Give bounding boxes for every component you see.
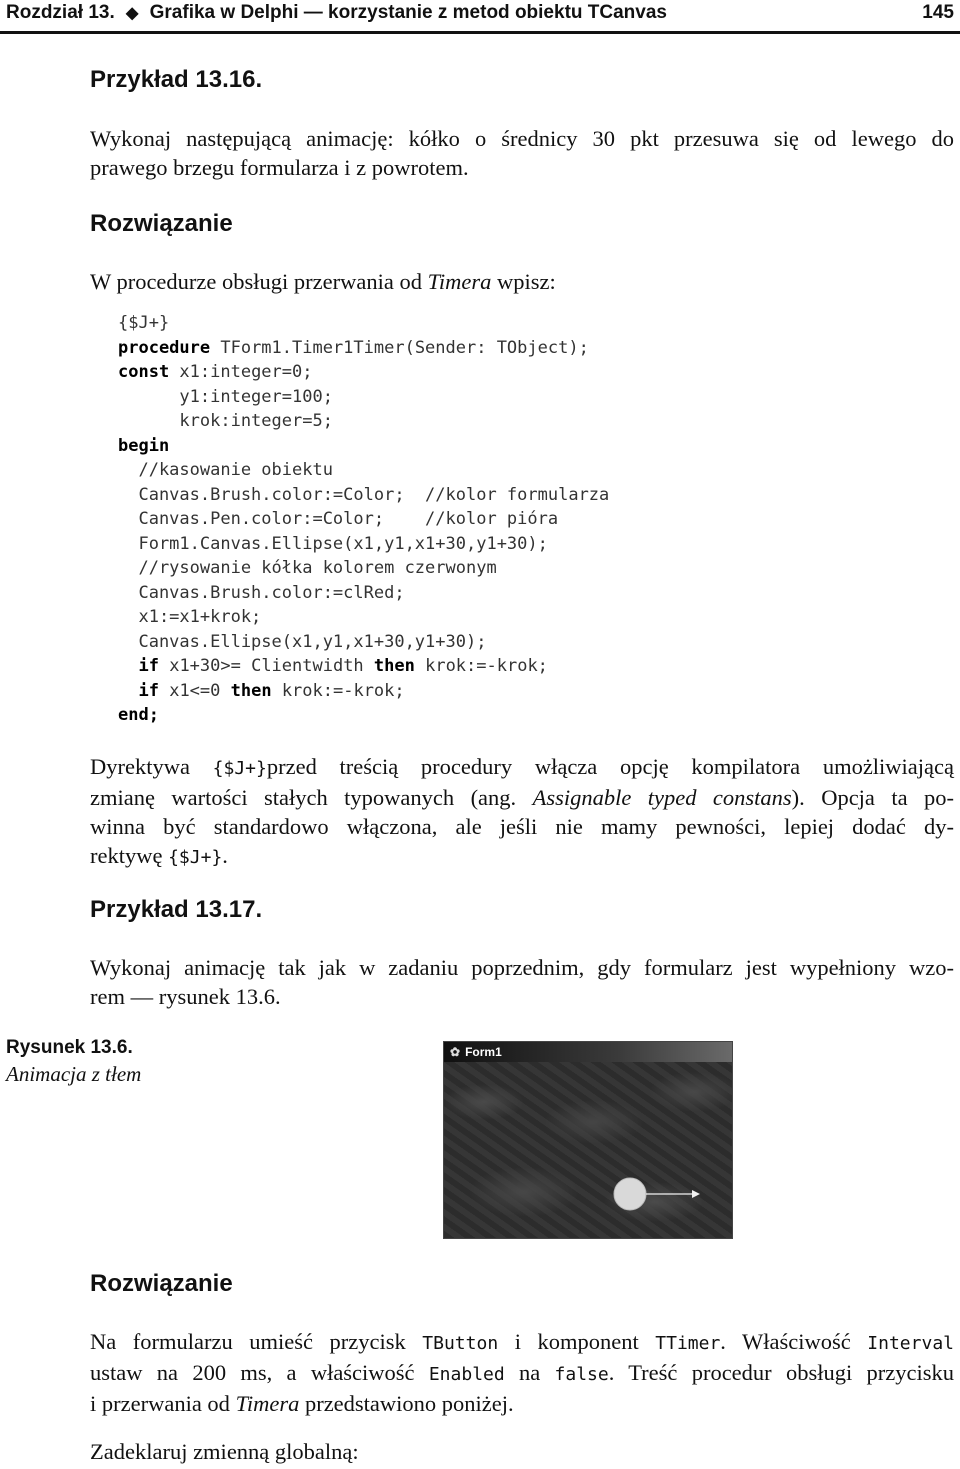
italic-span: Timera (427, 269, 492, 294)
window-title: Form1 (465, 1045, 502, 1059)
example-heading-13-17: Przykład 13.17. (90, 896, 263, 923)
code-keyword: begin (118, 435, 170, 456)
inline-code: Interval (867, 1333, 954, 1354)
text-span: Na formularzu umieść przycisk (90, 1329, 423, 1354)
animation-overlay (444, 1062, 732, 1238)
code-keyword: if (138, 680, 159, 701)
code-line: Canvas.Brush.color:=clRed; (118, 582, 405, 603)
code-keyword: then (373, 656, 415, 676)
inline-code: Enabled (428, 1364, 505, 1385)
window-titlebar (444, 1042, 732, 1062)
header-left (6, 2, 667, 24)
code-text: x1<=0 (158, 680, 231, 701)
figure-caption-title: Rysunek 13.6. (6, 1037, 133, 1058)
text-span: Dyrektywa (90, 754, 213, 779)
figure-caption-subtitle: Animacja z tłem (6, 1062, 142, 1086)
solution-heading: Rozwiązanie (90, 210, 233, 237)
text-span: . (222, 843, 228, 868)
example-task-13-17 (90, 953, 954, 1011)
code-keyword: const (118, 362, 170, 382)
text-line (90, 752, 954, 783)
text-span: na (504, 1360, 555, 1385)
code-text: TForm1.Timer1Timer(Sender: TObject); (210, 337, 589, 358)
italic-span: Timera (235, 1391, 300, 1416)
arrow-head-icon (692, 1190, 700, 1198)
code-line: Form1.Canvas.Ellipse(x1,y1,x1+30,y1+30); (118, 533, 548, 554)
code-line: krok:integer=5; (118, 411, 333, 431)
code-keyword: procedure (118, 337, 211, 358)
form-canvas-background (444, 1062, 732, 1238)
delphi-app-icon: ✿ (450, 1045, 461, 1059)
code-line: //rysowanie kółka kolorem czerwonym (118, 558, 497, 578)
text-span: . Właściwość (720, 1329, 868, 1354)
inline-code: TButton (422, 1333, 499, 1354)
chapter-title: Grafika w Delphi — korzystanie z metod obiektu TCanvas (149, 2, 667, 23)
code-line: //kasowanie obiektu (118, 460, 333, 480)
text-line (90, 783, 954, 812)
text-span: W procedurze obsługi przerwania od (90, 269, 428, 294)
text-span: wpisz: (491, 269, 556, 294)
chapter-label: Rozdział 13. (6, 2, 115, 23)
example-heading-13-16: Przykład 13.16. (90, 66, 263, 93)
code-text: krok:=-krok; (414, 656, 548, 676)
text-span: i komponent (498, 1329, 656, 1354)
directive-paragraph (90, 752, 954, 872)
animated-circle (614, 1178, 646, 1210)
italic-span: Assignable typed constans (532, 785, 792, 810)
text-span: przed treścią procedury włącza opcję kompilatora umożliwiającą (266, 754, 955, 779)
code-line: y1:integer=100; (118, 386, 333, 407)
solution-2-paragraph (90, 1327, 954, 1418)
inline-code: TTimer (655, 1333, 721, 1354)
declare-global-paragraph (90, 1437, 954, 1466)
text-line (90, 841, 954, 872)
text-line (90, 1327, 954, 1358)
page-number: 145 (922, 2, 954, 23)
diamond-icon: ◆ (126, 5, 139, 22)
text-span: ustaw na 200 ms, a właściwość (90, 1360, 429, 1385)
text-line (90, 267, 954, 296)
inline-code: {$J+} (212, 758, 267, 779)
code-listing (118, 311, 609, 728)
text-line: prawego brzegu formularza i z powrotem. (90, 155, 469, 180)
text-line: Zadeklaruj zmienną globalną: (90, 1439, 359, 1464)
text-span: . Treść procedur obsługi przycisku (608, 1360, 954, 1385)
text-span: ). Opcja ta po- (791, 785, 954, 810)
code-keyword: if (138, 656, 159, 676)
text-span: i przerwania od (90, 1391, 236, 1416)
solution-heading-2: Rozwiązanie (90, 1270, 233, 1297)
code-line: {$J+} (118, 313, 170, 333)
figure-screenshot (443, 1041, 733, 1239)
code-line: Canvas.Pen.color:=Color; //kolor pióra (118, 509, 559, 529)
running-header (0, 0, 960, 34)
code-text: x1:integer=0; (169, 362, 313, 382)
text-line (90, 1389, 954, 1418)
code-line: Canvas.Ellipse(x1,y1,x1+30,y1+30); (118, 631, 487, 652)
inline-code: false (554, 1364, 609, 1385)
text-line: winna być standardowo włączona, ale jeśli nie mamy pewności, lepiej dodać dy- (90, 814, 954, 839)
code-text: krok:=-krok; (271, 680, 405, 701)
code-line: Canvas.Brush.color:=Color; //kolor formularza (118, 484, 610, 505)
inline-code: {$J+} (168, 847, 223, 868)
code-text: x1+30>= Clientwidth (158, 656, 374, 676)
text-span: zmianę wartości stałych typowanych (ang. (90, 785, 533, 810)
text-span: przedstawiono poniżej. (299, 1391, 514, 1416)
text-line: Wykonaj następującą animację: kółko o średnicy 30 pkt przesuwa się od lewego do (90, 126, 954, 151)
example-task-13-16 (90, 124, 954, 182)
text-span: rektywę (90, 843, 169, 868)
text-line (90, 1358, 954, 1389)
text-line: Wykonaj animację tak jak w zadaniu poprzednim, gdy formularz jest wypełniony wzo- (90, 955, 954, 980)
text-line: rem — rysunek 13.6. (90, 984, 281, 1009)
code-keyword: then (230, 680, 272, 701)
code-keyword: end; (118, 705, 159, 725)
code-line: x1:=x1+krok; (118, 607, 262, 627)
solution-intro (90, 267, 954, 296)
